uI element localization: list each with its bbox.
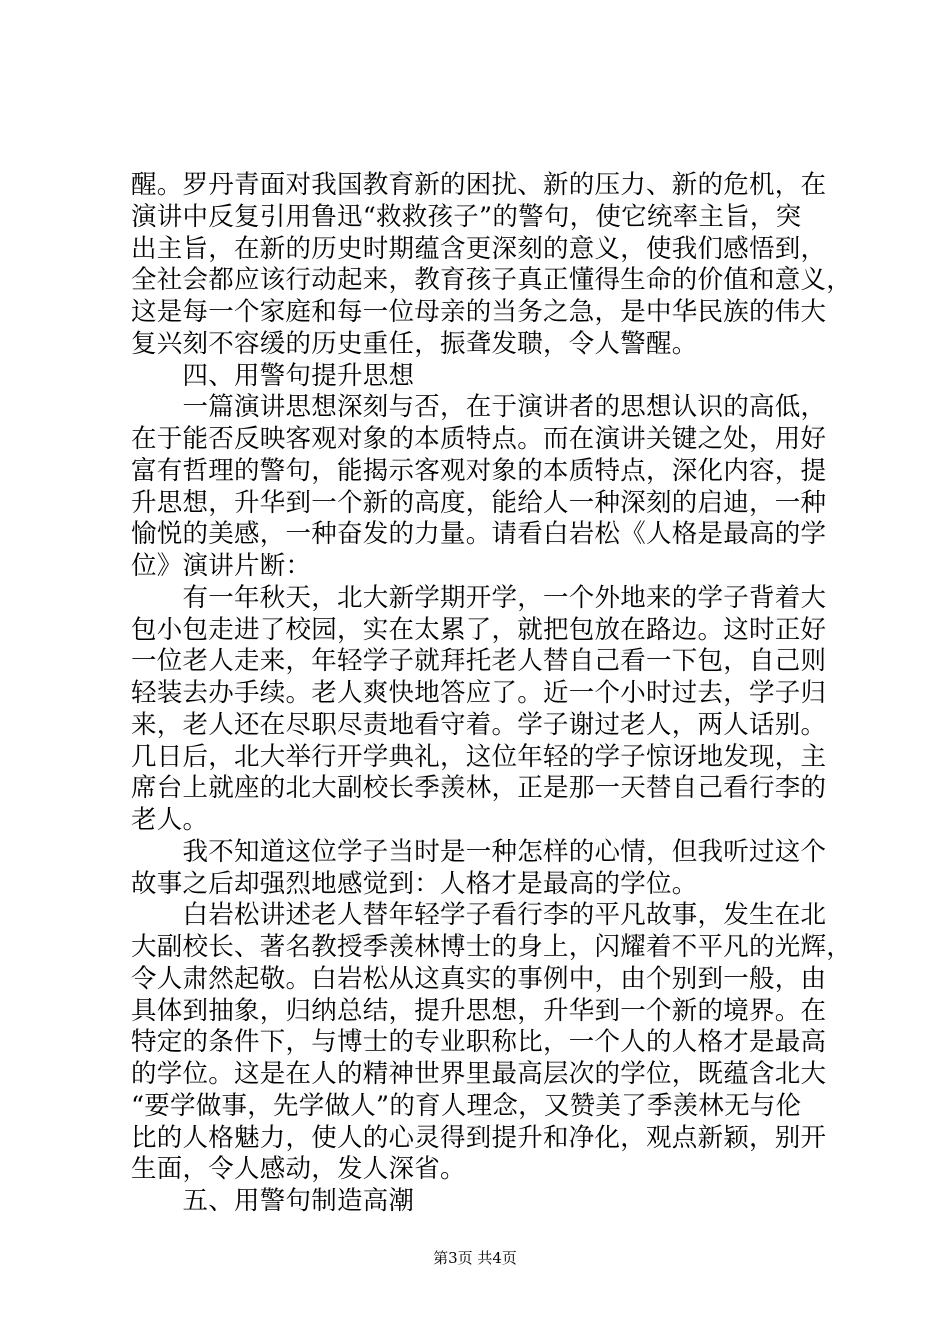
- text-line: 比的人格魅力，使人的心灵得到提升和净化，观点新颖，别开: [131, 1122, 827, 1153]
- page-footer: 第3页 共4页: [433, 1249, 517, 1267]
- text-line: 故事之后却强烈地感觉到：人格才是最高的学位。: [131, 868, 698, 899]
- text-line: 包小包走进了校园，实在太累了，就把包放在路边。这时正好: [131, 614, 827, 645]
- text-line: 令人肃然起敬。白岩松从这真实的事例中，由个别到一般，由: [131, 963, 827, 994]
- text-line: 醒。罗丹青面对我国教育新的困扰、新的压力、新的危机，在: [131, 170, 827, 200]
- text-line: 一篇演讲思想深刻与否，在于演讲者的思想认识的高低，: [131, 392, 827, 423]
- text-line: 特定的条件下，与博士的专业职称比，一个人的人格才是最高: [131, 1027, 827, 1058]
- text-line: 有一年秋天，北大新学期开学，一个外地来的学子背着大: [131, 582, 827, 613]
- text-line: 轻装去办手续。老人爽快地答应了。近一个小时过去，学子归: [131, 678, 827, 708]
- text-line: 生面，令人感动，发人深省。: [131, 1154, 466, 1185]
- text-line: 老人。: [131, 805, 209, 835]
- section-heading: 五、用警句制造高潮: [131, 1186, 415, 1216]
- text-line: 几日后，北大举行开学典礼，这位年轻的学子惊讶地发现，主: [131, 741, 827, 772]
- text-line: 复兴刻不容缓的历史重任，振聋发聩，令人警醒。: [131, 328, 698, 359]
- text-line: 富有哲理的警句，能揭示客观对象的本质特点，深化内容，提: [131, 455, 827, 486]
- text-line: 我不知道这位学子当时是一种怎样的心情，但我听过这个: [131, 836, 827, 867]
- text-line: 在于能否反映客观对象的本质特点。而在演讲关键之处，用好: [131, 424, 827, 454]
- text-line: 这是每一个家庭和每一位母亲的当务之急，是中华民族的伟大: [131, 297, 827, 327]
- text-line: 出主旨，在新的历史时期蕴含更深刻的意义，使我们感悟到，: [131, 233, 827, 264]
- text-line: 演讲中反复引用鲁迅“救救孩子”的警句，使它统率主旨，突: [131, 201, 802, 232]
- section-heading: 四、用警句提升思想: [131, 360, 415, 391]
- text-line: 全社会都应该行动起来，教育孩子真正懂得生命的价值和意义，: [131, 265, 853, 296]
- text-line: 席台上就座的北大副校长季羡林，正是那一天替自己看行李的: [131, 773, 827, 804]
- text-line: 具体到抽象，归纳总结，提升思想，升华到一个新的境界。在: [131, 995, 827, 1026]
- text-line: 位》演讲片断：: [131, 551, 312, 581]
- text-line: “要学做事，先学做人”的育人理念，又赞美了季羡林无与伦: [131, 1090, 802, 1121]
- text-line: 白岩松讲述老人替年轻学子看行李的平凡故事，发生在北: [131, 900, 827, 931]
- text-line: 大副校长、著名教授季羡林博士的身上，闪耀着不平凡的光辉，: [131, 932, 853, 962]
- text-line: 愉悦的美感，一种奋发的力量。请看白岩松《人格是最高的学: [131, 519, 827, 550]
- text-line: 来，老人还在尽职尽责地看守着。学子谢过老人，两人话别。: [131, 709, 827, 740]
- text-line: 一位老人走来，年轻学子就拜托老人替自己看一下包，自己则: [131, 646, 827, 677]
- text-line: 的学位。这是在人的精神世界里最高层次的学位，既蕴含北大: [131, 1059, 827, 1089]
- text-line: 升思想，升华到一个新的高度，能给人一种深刻的启迪，一种: [131, 487, 827, 518]
